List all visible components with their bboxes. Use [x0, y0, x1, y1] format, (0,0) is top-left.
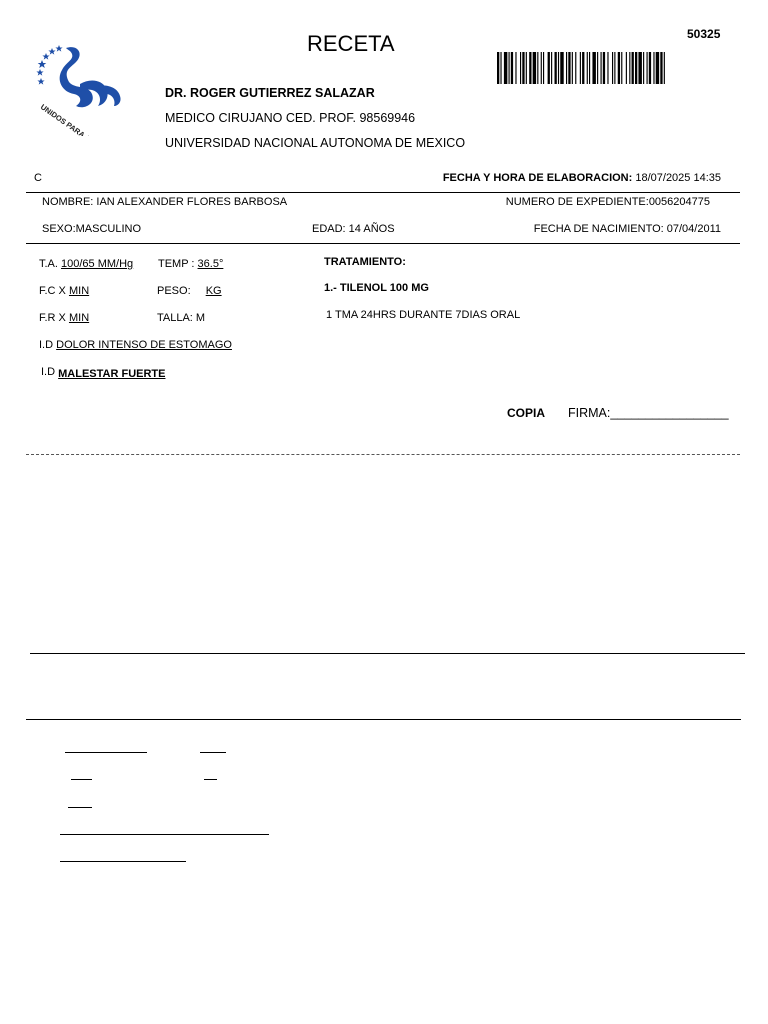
record-number: NUMERO DE EXPEDIENTE:0056204775 [505, 196, 710, 208]
barcode-bar [607, 52, 608, 84]
barcode-bar [522, 52, 524, 84]
blank-line [200, 752, 226, 753]
barcode-bar [520, 52, 521, 84]
barcode-bar [589, 52, 590, 84]
treatment-heading: TRATAMIENTO: [324, 256, 406, 268]
treatment-drug: 1.- TILENOL 100 MG [324, 282, 429, 294]
blank-line [68, 807, 92, 808]
barcode-bar [560, 52, 563, 84]
barcode-bar [580, 52, 581, 84]
barcode-bar [618, 52, 620, 84]
barcode-bar [555, 52, 557, 84]
barcode-bar [587, 52, 588, 84]
barcode-bar [592, 52, 595, 84]
blood-pressure: T.A. 100/65 MM/Hg [39, 258, 134, 270]
divider [26, 719, 741, 720]
barcode-bar [656, 52, 659, 84]
barcode-bar [541, 52, 542, 84]
doctor-name: DR. ROGER GUTIERREZ SALAZAR [165, 86, 375, 100]
barcode [497, 52, 725, 84]
patient-age: EDAD: 14 AÑOS [312, 223, 395, 235]
copy-label: COPIA [507, 406, 546, 420]
barcode-bar [632, 52, 634, 84]
diagnosis-2-value: MALESTAR FUERTE [58, 368, 166, 380]
barcode-bar [543, 52, 544, 84]
temperature-value: 36.5° [197, 258, 224, 270]
barcode-bar [614, 52, 615, 84]
blank-line [60, 834, 269, 835]
serial-number: 50325 [687, 27, 721, 41]
barcode-bar [664, 52, 665, 84]
logo-text: UNIDOS PARA AYUDAR [38, 102, 114, 136]
university-name: UNIVERSIDAD NACIONAL AUTONOMA DE MEXICO [165, 136, 466, 150]
barcode-bar [629, 52, 630, 84]
patient-sex: SEXO:MASCULINO [42, 223, 142, 235]
respiratory-rate: F.R X MIN [39, 312, 90, 324]
barcode-bar [603, 52, 605, 84]
barcode-bar [643, 52, 644, 84]
barcode-bar [572, 52, 573, 84]
barcode-bar [537, 52, 538, 84]
barcode-bar [575, 52, 576, 84]
barcode-bar [568, 52, 570, 84]
barcode-bar [647, 52, 648, 84]
barcode-bar [582, 52, 584, 84]
divider [26, 243, 740, 244]
barcode-bar [635, 52, 637, 84]
diagnosis-1-value: DOLOR INTENSO DE ESTOMAGO [56, 339, 232, 351]
barcode-bar [653, 52, 654, 84]
doctor-title: MEDICO CIRUJANO CED. PROF. 98569946 [165, 111, 416, 125]
elaboration-date-label: FECHA Y HORA DE ELABORACION: [442, 172, 633, 184]
blood-pressure-value: 100/65 MM/Hg [61, 258, 134, 270]
barcode-bar [597, 52, 598, 84]
institution-logo [36, 40, 128, 136]
temperature: TEMP : 36.5° [158, 258, 224, 270]
treatment-instructions: 1 TMA 24HRS DURANTE 7DIAS ORAL [326, 309, 521, 321]
barcode-bar [626, 52, 627, 84]
barcode-bar [500, 52, 501, 84]
blank-line [71, 779, 92, 780]
barcode-bar [497, 52, 499, 84]
blank-line [65, 752, 147, 753]
elaboration-date [443, 172, 721, 184]
barcode-bar [548, 52, 550, 84]
barcode-bar [649, 52, 651, 84]
elaboration-date-value: 18/07/2025 14:35 [635, 172, 721, 184]
barcode-bar [511, 52, 513, 84]
barcode-bar [509, 52, 510, 84]
heart-rate-value: MIN [68, 285, 90, 297]
divider [30, 653, 745, 654]
barcode-bar [621, 52, 622, 84]
weight: PESO: KG [157, 285, 222, 297]
barcode-bar [526, 52, 527, 84]
barcode-bar [515, 52, 516, 84]
barcode-bar [529, 52, 531, 84]
diagnosis-2: I.D MALESTAR FUERTE [41, 366, 166, 380]
barcode-bar [638, 52, 641, 84]
barcode-bar [612, 52, 613, 84]
barcode-bar [566, 52, 567, 84]
mark-letter: C [34, 172, 42, 184]
barcode-bar [551, 52, 552, 84]
cut-line [26, 454, 740, 455]
document-title: RECETA [307, 31, 395, 56]
barcode-bar [504, 52, 507, 84]
blank-line [204, 779, 217, 780]
barcode-bar [660, 52, 662, 84]
divider [26, 192, 740, 193]
signature-line: FIRMA:_________________ [568, 406, 729, 420]
patient-name: NOMBRE: IAN ALEXANDER FLORES BARBOSA [42, 196, 288, 208]
respiratory-rate-value: MIN [68, 312, 90, 324]
barcode-bar [533, 52, 536, 84]
blank-line [60, 861, 186, 862]
barcode-bar [558, 52, 559, 84]
patient-birthdate: FECHA DE NACIMIENTO: 07/04/2011 [533, 223, 721, 235]
weight-value: KG [205, 285, 222, 297]
diagnosis-1: I.D DOLOR INTENSO DE ESTOMAGO [39, 339, 232, 351]
barcode-bar [601, 52, 602, 84]
heart-rate: F.C X MIN [39, 285, 90, 297]
height: TALLA: M [157, 312, 206, 324]
